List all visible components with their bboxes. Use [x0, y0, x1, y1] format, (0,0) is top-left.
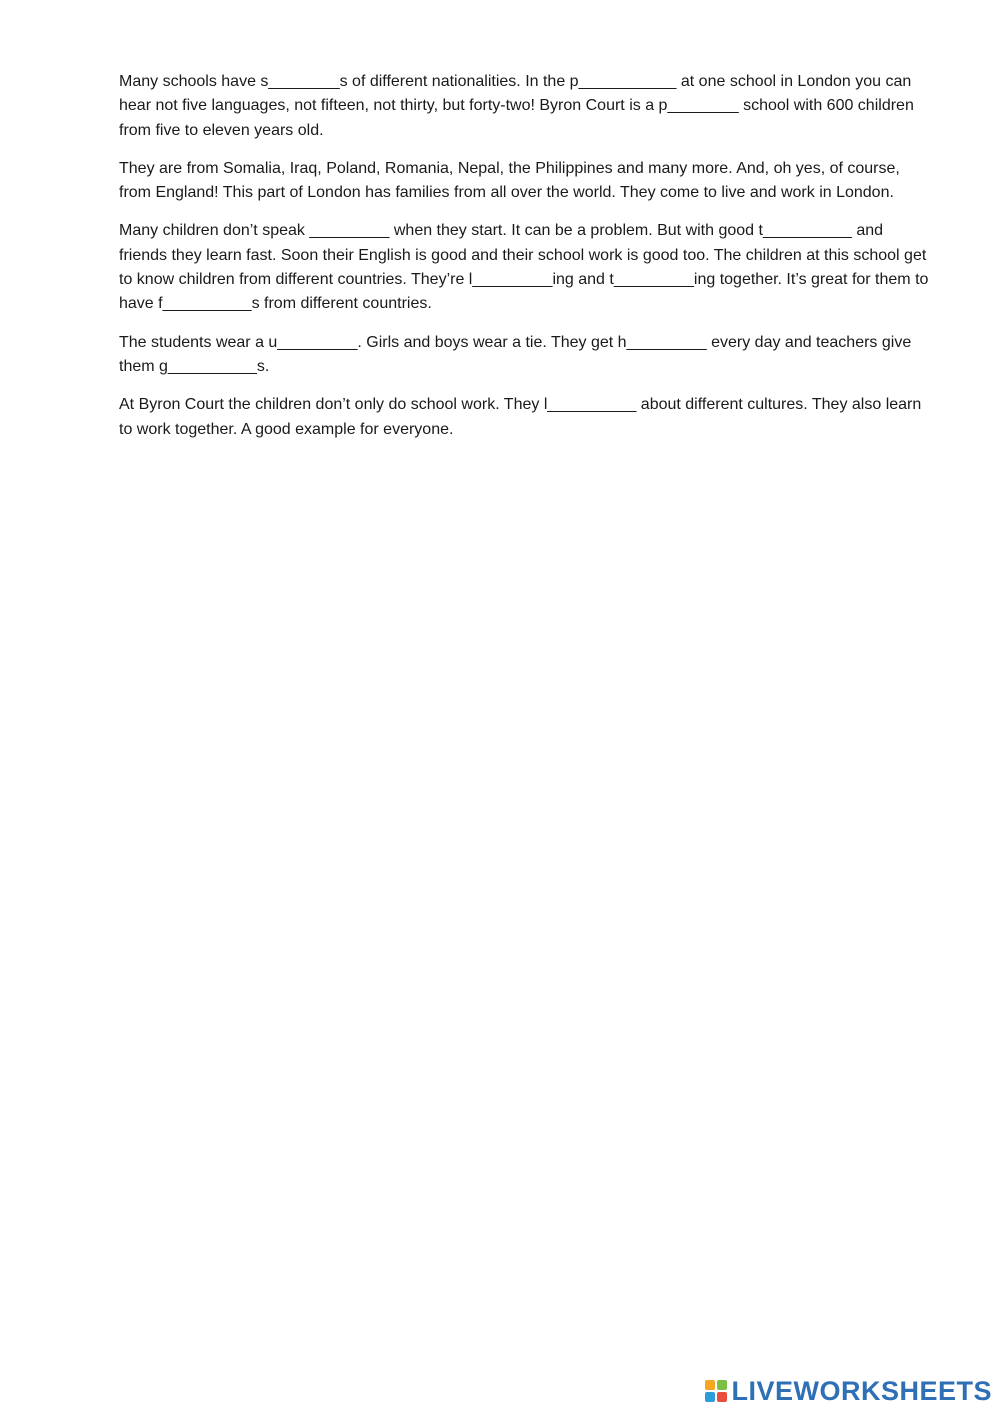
- liveworksheets-logo: [705, 1373, 992, 1409]
- paragraph-3: Many children don’t speak _________ when they start. It can be a problem. But with good t__________ and friends they learn fast. Soon their English is good and their school work is good too. The children at this school get to know children from different countries. They’re l_________ing and t_________ing together. It’s great for them to have f__________s from different countries.: [119, 222, 929, 313]
- brand-name: LIVEWORKSHEETS: [731, 1376, 992, 1406]
- paragraph-4: The students wear a u_________. Girls and boys wear a tie. They get h_________ every day and teachers give them g__________s.: [119, 333, 912, 375]
- reading-text: [119, 70, 931, 456]
- paragraph-1: Many schools have s________s of different nationalities. In the p___________ at one school in London you can hear not five languages, not fifteen, not thirty, but forty-two! Byron Court is a p________ school with 600 children from five to eleven years old.: [119, 73, 914, 139]
- paragraph-5: At Byron Court the children don’t only do school work. They l__________ about different cultures. They also learn to work together. A good example for everyone.: [119, 396, 922, 438]
- liveworksheets-logo-icon: [705, 1380, 727, 1402]
- paragraph-2: They are from Somalia, Iraq, Poland, Romania, Nepal, the Philippines and many more. And, oh yes, of course, from England! This part of London has families from all over the world. They come to live and work in London.: [119, 159, 900, 202]
